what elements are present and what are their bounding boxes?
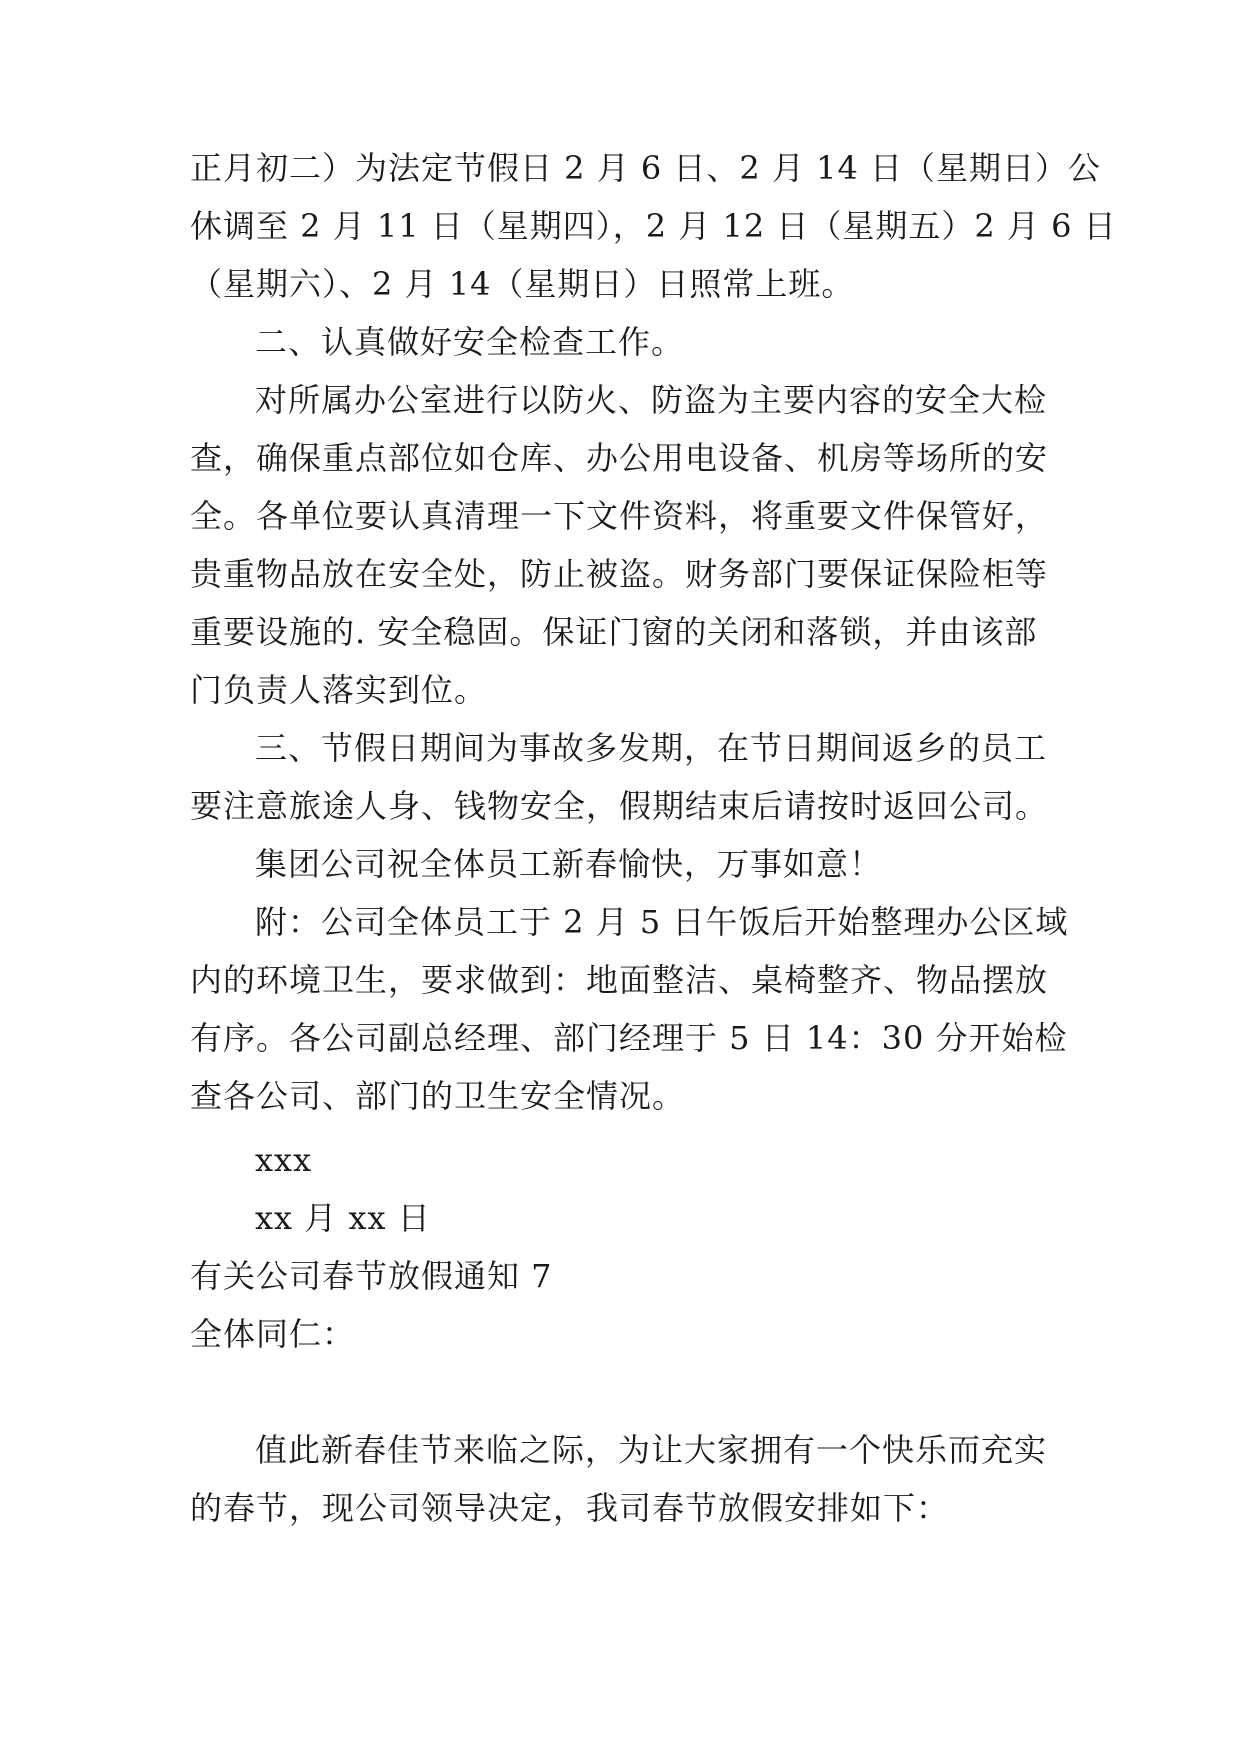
text-line: 三、节假日期间为事故多发期，在节日期间返乡的员工 [255,729,1048,767]
text-line: （星期六）、2 月 14（星期日）日照常上班。 [190,265,855,303]
text-line: 贵重物品放在安全处，防止被盗。财务部门要保证保险柜等 [190,555,1049,593]
section-heading: 二、认真做好安全检查工作。 [255,323,685,361]
document-title: 有关公司春节放假通知 7 [190,1257,553,1295]
text-line: 全。各单位要认真清理一下文件资料，将重要文件保管好， [190,497,1049,535]
signature-date: xx 月 xx 日 [255,1199,431,1237]
text-line: 内的环境卫生，要求做到：地面整洁、桌椅整齐、物品摆放 [190,961,1049,999]
text-line: 重要设施的. 安全稳固。保证门窗的关闭和落锁，并由该部 [190,613,1038,651]
text-line: 的春节，现公司领导决定，我司春节放假安排如下： [190,1489,950,1527]
text-line: 门负责人落实到位。 [190,671,488,709]
text-line: 休调至 2 月 11 日（星期四），2 月 12 日（星期五）2 月 6 日 [190,207,1117,245]
salutation: 全体同仁： [190,1315,356,1353]
signature-name: xxx [255,1141,313,1179]
text-line: 查各公司、部门的卫生安全情况。 [190,1077,686,1115]
text-line: 有序。各公司副总经理、部门经理于 5 日 14：30 分开始检 [190,1019,1068,1057]
text-line: 附：公司全体员工于 2 月 5 日午饭后开始整理办公区域 [255,903,1069,941]
text-line: 要注意旅途人身、钱物安全，假期结束后请按时返回公司。 [190,787,1049,825]
text-line: 正月初二）为法定节假日 2 月 6 日、2 月 14 日（星期日）公 [190,149,1102,187]
text-line: 查，确保重点部位如仓库、办公用电设备、机房等场所的安 [190,439,1049,477]
text-line: 集团公司祝全体员工新春愉快，万事如意！ [255,845,883,883]
text-line: 值此新春佳节来临之际，为让大家拥有一个快乐而充实 [255,1431,1048,1469]
text-line: 对所属办公室进行以防火、防盗为主要内容的安全大检 [255,381,1048,419]
